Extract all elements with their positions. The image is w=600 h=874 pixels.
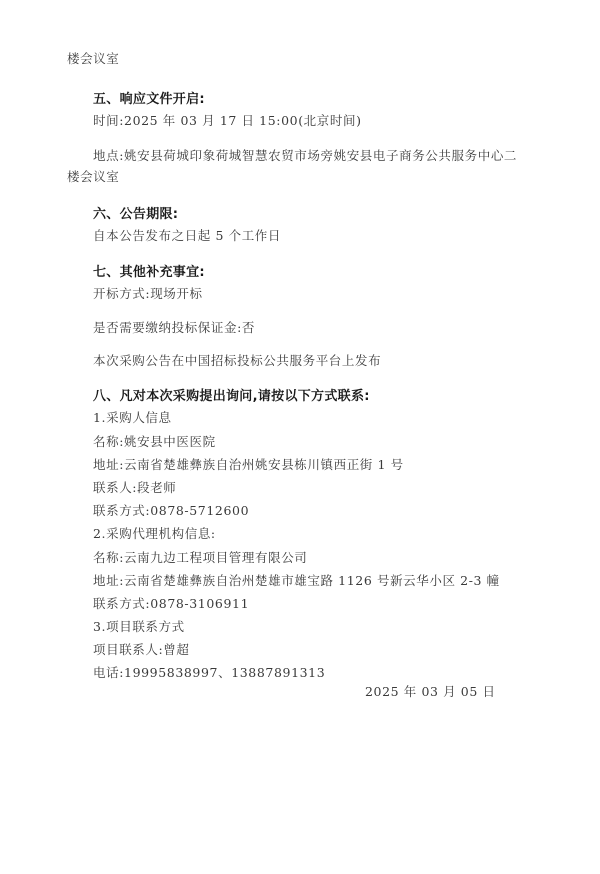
agency-name: 名称:云南九边工程项目管理有限公司 (93, 550, 308, 565)
section-5-heading: 五、响应文件开启: (93, 92, 205, 107)
project-contact: 项目联系人:曾超 (93, 642, 190, 657)
project-phone: 电话:19995838997、13887891313 (93, 665, 326, 680)
bid-opening-method: 开标方式:现场开标 (93, 286, 203, 301)
agency-phone: 联系方式:0878-3106911 (93, 596, 250, 611)
opening-location-line1: 地点:姚安县荷城印象荷城智慧农贸市场旁姚安县电子商务公共服务中心二 (93, 148, 518, 163)
section-6-heading: 六、公告期限: (93, 207, 179, 222)
buyer-address: 地址:云南省楚雄彝族自治州姚安县栋川镇西正街 1 号 (93, 457, 404, 472)
buyer-name: 名称:姚安县中医医院 (93, 434, 216, 449)
publication-platform: 本次采购公告在中国招标投标公共服务平台上发布 (93, 353, 382, 368)
agency-address: 地址:云南省楚雄彝族自治州楚雄市雄宝路 1126 号新云华小区 2-3 幢 (93, 573, 500, 588)
bid-deposit: 是否需要缴纳投标保证金:否 (93, 320, 256, 335)
opening-location-line2: 楼会议室 (67, 169, 120, 184)
agency-title: 2.采购代理机构信息: (93, 526, 216, 541)
opening-time: 时间:2025 年 03 月 17 日 15:00(北京时间) (93, 113, 362, 128)
buyer-phone: 联系方式:0878-5712600 (93, 503, 250, 518)
section-7-heading: 七、其他补充事宜: (93, 265, 205, 280)
document-date: 2025 年 03 月 05 日 (365, 684, 496, 699)
section-8-heading: 八、凡对本次采购提出询问,请按以下方式联系: (93, 389, 370, 404)
buyer-contact: 联系人:段老师 (93, 480, 177, 495)
project-title: 3.项目联系方式 (93, 619, 185, 634)
buyer-title: 1.采购人信息 (93, 410, 172, 425)
notice-period: 自本公告发布之日起 5 个工作日 (93, 228, 282, 243)
intro-line: 楼会议室 (67, 51, 120, 66)
